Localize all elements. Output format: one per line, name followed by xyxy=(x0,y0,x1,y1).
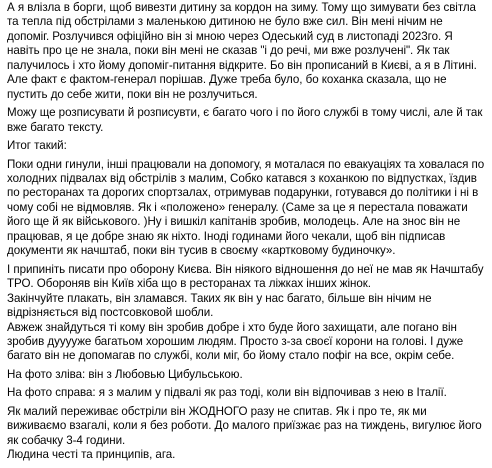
post-paragraph-summary: Поки одни гинули, інші працювали на допомогу, я моталася по евакуаціях та ховалася по холодних підвалах від обстрілів з малим, Собко катався з коханкою по відпустках, їздив по ресторанах та дорогих спортзалах, отримував подарунки, готувався до політики і ні в чому собі не відмовляв. Як і «положено» генералу. (Саме за це я перестала поважати його ще й як військового. )Ну і вишкіл капітанів зробив, молодець. Але на знос він не працював, я це добре знаю як ніхто. Іноді годинами його чекали, щоб він підписав документи як начштаб, поки він тусив в своєму «картковому будиночку». xyxy=(7,157,488,258)
post-text xyxy=(7,1,488,463)
post-paragraph-closing: Людина честі та принципів, ага. xyxy=(7,448,176,462)
post-paragraph-photo-right: На фото справа: я з малим у підвалі як раз тоді, коли він відпочивав з нею в Італії. xyxy=(7,386,447,400)
post-paragraph-photo-left: На фото зліва: він з Любовью Цибульською. xyxy=(7,367,243,381)
post-paragraph-debt: А я влізла в борги, щоб вивезти дитину за кордон на зиму. Тому що зимувати без світла та тепла під обстрілами з маленькою дитиною не було вже сил. Він мені нічим не допоміг. Розлучився офіційно він зі мною через Одеський суд в листопаді 2023го. Я навіть про це не знала, поки він мені не сказав "і до речі, ми вже розлучені". Як так палучилось і хто йому допоміг-питання відкрите. Бо він прописаний в Києві, а я в Літині. Але факт є фактом-генерал порішав. Дуже треба було, бо коханка сказала, що не пустить до себе жити, поки він не розлучиться. xyxy=(7,1,480,101)
post-paragraph-more-text: Можу ще розписувати й розписувти, є багато чого і по його службі в тому числі, але й так вже багато тексту. xyxy=(7,106,486,134)
post-paragraph-stop-crying: Закінчуйте плакать, він зламався. Таких як він у нас багато, більше він нічим не відрізняється від постсовковой шобли. xyxy=(7,291,435,320)
post-paragraph-defenders: Авжеж знайдуться ті кому він зробив добре і хто буде його захищати, але погано він зробив дууууже багатьом хорошим людям. Просто з-за своєї корони на голові. І дуже багато він не допомагав по службі, коли міг, бо йому стало пофіг на все, окрім себе. xyxy=(7,320,467,363)
post-paragraph-summary-heading: Итог такий: xyxy=(7,139,67,153)
post-paragraph-kyiv-defense: І припиніть писати про оборону Києва. Він ніякого відношення до неї не мав як Начштабу ТРО. Обороняв він Київ хіба що в ресторанах та ліжках інших жінок. xyxy=(7,262,487,291)
post-paragraph-child: Як малий переживає обстріли він ЖОДНОГО разу не спитав. Як і про те, як ми виживаємо взагалі, коли я без роботи. До малого приїзжає раз на тиждень, вигулює його як собачку 3-4 години. xyxy=(7,404,485,447)
